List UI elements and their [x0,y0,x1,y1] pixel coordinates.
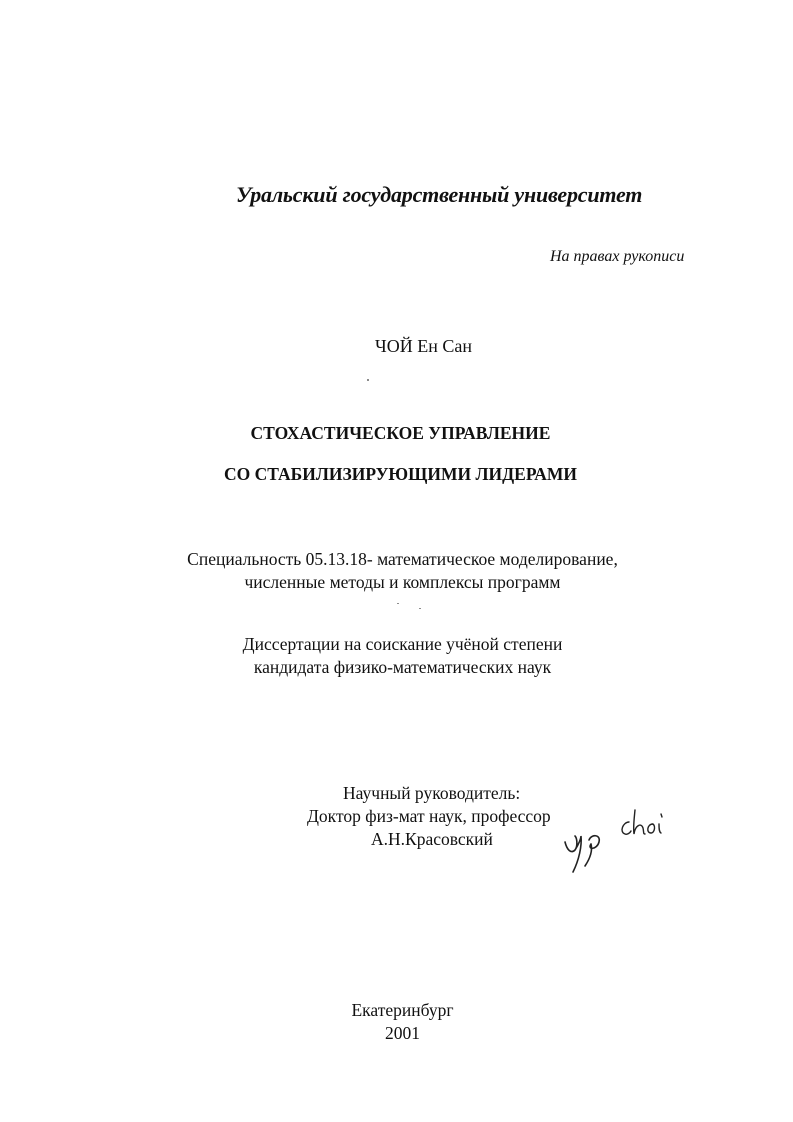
advisor-label: Научный руководитель: [343,783,521,803]
scan-speck [397,603,399,604]
dissertation-line-1: Диссертации на соискание учёной степени [242,634,563,654]
title-line-1: СТОХАСТИЧЕСКОЕ УПРАВЛЕНИЕ [250,423,551,443]
dissertation-line-2: кандидата физико-математических наук [253,657,552,677]
university-name: Уральский государственный университет [236,182,643,207]
handwritten-signature [555,800,675,875]
author-name: ЧОЙ Ен Сан [375,336,472,356]
scan-speck [419,608,421,609]
scan-speck [367,379,369,381]
specialty-line-1: Специальность 05.13.18- математическое моделирование, [187,549,618,569]
city: Екатеринбург [351,1000,454,1020]
title-line-2: СО СТАБИЛИЗИРУЮЩИМИ ЛИДЕРАМИ [223,464,578,484]
advisor-degree: Доктор физ-мат наук, профессор [307,806,551,826]
advisor-name: А.Н.Красовский [371,829,493,849]
rights-note: На правах рукописи [550,248,685,265]
year: 2001 [385,1023,420,1043]
specialty-line-2: численные методы и комплексы программ [244,572,561,592]
